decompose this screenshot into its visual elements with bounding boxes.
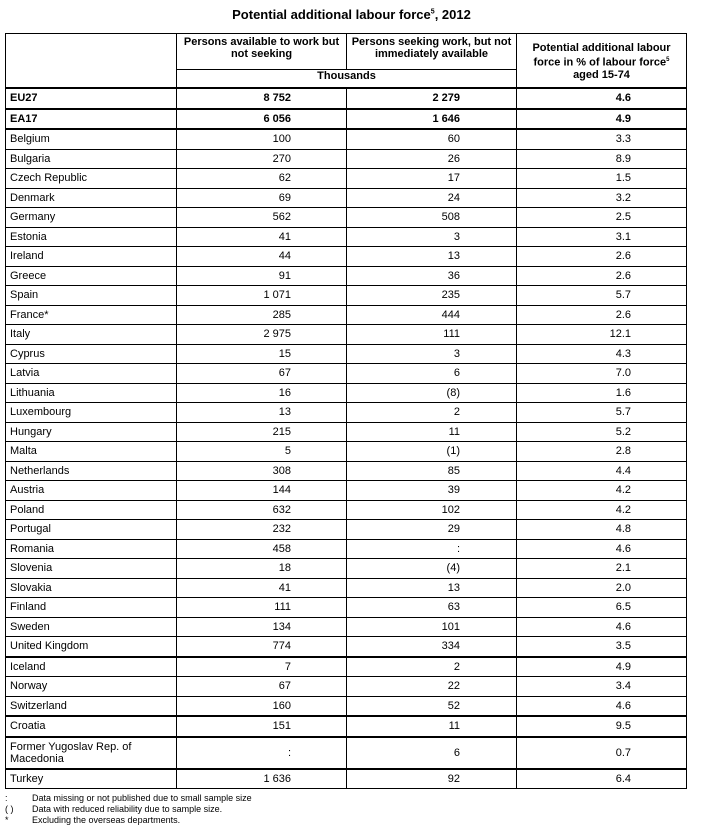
- table-title: Potential additional labour force$^5$, 2012: [232, 7, 471, 22]
- table-row: [6, 539, 687, 559]
- row-available: 5: [177, 442, 347, 462]
- row-available: 160: [177, 696, 347, 716]
- row-country: Lithuania: [6, 383, 177, 403]
- row-seeking: 2: [347, 403, 517, 423]
- row-country: Cyprus: [6, 344, 177, 364]
- row-country: EA17: [6, 109, 177, 130]
- row-seeking: 3: [347, 227, 517, 247]
- table-row: [6, 520, 687, 540]
- row-seeking: 2: [347, 657, 517, 677]
- header-available-not-seeking: Persons available to work but not seeking: [177, 34, 347, 70]
- footnote-text: Data with reduced reliability due to sample size.: [32, 804, 223, 814]
- row-country: Italy: [6, 325, 177, 345]
- row-available: 13: [177, 403, 347, 423]
- table-row: [6, 227, 687, 247]
- row-available: 7: [177, 657, 347, 677]
- row-seeking: 39: [347, 481, 517, 501]
- row-seeking: 102: [347, 500, 517, 520]
- row-available: 18: [177, 559, 347, 579]
- table-row: [6, 403, 687, 423]
- row-available: 1 636: [177, 769, 347, 789]
- row-country: EU27: [6, 88, 177, 109]
- footnote-symbol: ( ): [5, 804, 14, 814]
- table-row: [6, 247, 687, 267]
- labour-force-table: [5, 33, 687, 789]
- row-percent: 6.4: [517, 769, 687, 789]
- row-country: Romania: [6, 539, 177, 559]
- table-row: [6, 305, 687, 325]
- row-percent: 1.6: [517, 383, 687, 403]
- row-seeking: (8): [347, 383, 517, 403]
- row-country: United Kingdom: [6, 637, 177, 657]
- row-seeking: 101: [347, 617, 517, 637]
- table-row: [6, 598, 687, 618]
- table-row: [6, 657, 687, 677]
- row-country: Estonia: [6, 227, 177, 247]
- row-available: 41: [177, 578, 347, 598]
- table-row: [6, 677, 687, 697]
- row-available: 270: [177, 149, 347, 169]
- row-percent: 2.6: [517, 305, 687, 325]
- row-country: Luxembourg: [6, 403, 177, 423]
- table-row: [6, 208, 687, 228]
- row-available: 16: [177, 383, 347, 403]
- row-seeking: (4): [347, 559, 517, 579]
- row-seeking: 111: [347, 325, 517, 345]
- footnotes: [5, 793, 252, 826]
- table-row: [6, 461, 687, 481]
- row-available: 151: [177, 716, 347, 737]
- row-available: 41: [177, 227, 347, 247]
- header-seeking-not-available: Persons seeking work, but not immediately available: [347, 34, 517, 70]
- table-row: [6, 617, 687, 637]
- row-percent: 2.6: [517, 247, 687, 267]
- row-seeking: 52: [347, 696, 517, 716]
- row-seeking: 92: [347, 769, 517, 789]
- row-percent: 3.4: [517, 677, 687, 697]
- row-seeking: 3: [347, 344, 517, 364]
- table-row: [6, 559, 687, 579]
- row-seeking: 6: [347, 737, 517, 769]
- row-available: 15: [177, 344, 347, 364]
- footnote: [5, 804, 252, 815]
- table-row: [6, 769, 687, 789]
- table-row: [6, 716, 687, 737]
- row-percent: 0.7: [517, 737, 687, 769]
- row-country: Portugal: [6, 520, 177, 540]
- table-row: [6, 129, 687, 149]
- header-potential-percent: Potential additional labour force in % of labour force$^5$ aged 15-74: [517, 34, 687, 89]
- row-country: Spain: [6, 286, 177, 306]
- row-percent: 4.6: [517, 88, 687, 109]
- row-country: Slovakia: [6, 578, 177, 598]
- table-row: [6, 149, 687, 169]
- row-available: 774: [177, 637, 347, 657]
- row-country: Malta: [6, 442, 177, 462]
- table-row: [6, 737, 687, 769]
- row-available: 458: [177, 539, 347, 559]
- row-country: Poland: [6, 500, 177, 520]
- row-percent: 8.9: [517, 149, 687, 169]
- row-percent: 4.9: [517, 109, 687, 130]
- row-percent: 9.5: [517, 716, 687, 737]
- row-seeking: 444: [347, 305, 517, 325]
- row-available: 67: [177, 677, 347, 697]
- row-seeking: :: [347, 539, 517, 559]
- row-country: Sweden: [6, 617, 177, 637]
- row-available: 91: [177, 266, 347, 286]
- row-percent: 4.8: [517, 520, 687, 540]
- table-row: [6, 188, 687, 208]
- row-seeking: 11: [347, 422, 517, 442]
- row-country: Austria: [6, 481, 177, 501]
- row-country: Bulgaria: [6, 149, 177, 169]
- row-country: Belgium: [6, 129, 177, 149]
- row-percent: 5.7: [517, 403, 687, 423]
- row-available: 562: [177, 208, 347, 228]
- row-seeking: 1 646: [347, 109, 517, 130]
- row-seeking: 6: [347, 364, 517, 384]
- table-row: [6, 442, 687, 462]
- row-percent: 4.9: [517, 657, 687, 677]
- table-row: [6, 422, 687, 442]
- row-available: 134: [177, 617, 347, 637]
- table-row: [6, 286, 687, 306]
- footnote: [5, 793, 252, 804]
- row-country: Hungary: [6, 422, 177, 442]
- row-percent: 12.1: [517, 325, 687, 345]
- row-percent: 3.5: [517, 637, 687, 657]
- row-percent: 7.0: [517, 364, 687, 384]
- row-percent: 4.6: [517, 696, 687, 716]
- row-seeking: 235: [347, 286, 517, 306]
- row-country: Germany: [6, 208, 177, 228]
- row-country: Finland: [6, 598, 177, 618]
- row-available: 62: [177, 169, 347, 189]
- table-row: [6, 109, 687, 130]
- table-row: [6, 383, 687, 403]
- table-row: [6, 578, 687, 598]
- row-percent: 3.1: [517, 227, 687, 247]
- row-seeking: 85: [347, 461, 517, 481]
- row-available: 285: [177, 305, 347, 325]
- row-seeking: 63: [347, 598, 517, 618]
- row-percent: 4.2: [517, 481, 687, 501]
- row-country: Croatia: [6, 716, 177, 737]
- row-percent: 5.2: [517, 422, 687, 442]
- table-row: [6, 344, 687, 364]
- row-available: 8 752: [177, 88, 347, 109]
- row-percent: 3.2: [517, 188, 687, 208]
- row-country: Greece: [6, 266, 177, 286]
- row-percent: 4.6: [517, 539, 687, 559]
- footnote-symbol: :: [5, 793, 8, 803]
- row-country: Netherlands: [6, 461, 177, 481]
- row-available: 67: [177, 364, 347, 384]
- table-row: [6, 325, 687, 345]
- row-available: 232: [177, 520, 347, 540]
- row-available: 632: [177, 500, 347, 520]
- row-available: 215: [177, 422, 347, 442]
- row-available: 308: [177, 461, 347, 481]
- row-country: Latvia: [6, 364, 177, 384]
- header-unit: Thousands: [177, 70, 517, 89]
- row-country: France*: [6, 305, 177, 325]
- table-row: [6, 88, 687, 109]
- row-available: 100: [177, 129, 347, 149]
- row-country: Denmark: [6, 188, 177, 208]
- row-available: 2 975: [177, 325, 347, 345]
- table-row: [6, 481, 687, 501]
- row-percent: 4.3: [517, 344, 687, 364]
- row-seeking: 2 279: [347, 88, 517, 109]
- row-country: Former Yugoslav Rep. of Macedonia: [6, 737, 177, 769]
- table-row: [6, 266, 687, 286]
- row-available: 6 056: [177, 109, 347, 130]
- row-country: Czech Republic: [6, 169, 177, 189]
- row-country: Norway: [6, 677, 177, 697]
- row-seeking: 334: [347, 637, 517, 657]
- row-seeking: 11: [347, 716, 517, 737]
- row-percent: 4.4: [517, 461, 687, 481]
- table-row: [6, 696, 687, 716]
- row-available: 1 071: [177, 286, 347, 306]
- row-seeking: 13: [347, 247, 517, 267]
- row-percent: 2.0: [517, 578, 687, 598]
- row-percent: 1.5: [517, 169, 687, 189]
- row-available: 44: [177, 247, 347, 267]
- row-available: :: [177, 737, 347, 769]
- table-row: [6, 637, 687, 657]
- row-seeking: 22: [347, 677, 517, 697]
- row-seeking: 13: [347, 578, 517, 598]
- row-percent: 2.8: [517, 442, 687, 462]
- row-country: Switzerland: [6, 696, 177, 716]
- row-seeking: 508: [347, 208, 517, 228]
- row-country: Ireland: [6, 247, 177, 267]
- table-row: [6, 169, 687, 189]
- row-seeking: 60: [347, 129, 517, 149]
- table-row: [6, 500, 687, 520]
- footnote-text: Excluding the overseas departments.: [32, 815, 181, 825]
- row-available: 69: [177, 188, 347, 208]
- row-percent: 3.3: [517, 129, 687, 149]
- row-seeking: 26: [347, 149, 517, 169]
- row-available: 144: [177, 481, 347, 501]
- row-seeking: 36: [347, 266, 517, 286]
- header-country: [6, 34, 177, 89]
- table-row: [6, 364, 687, 384]
- footnote: [5, 815, 252, 826]
- row-percent: 6.5: [517, 598, 687, 618]
- row-percent: 4.6: [517, 617, 687, 637]
- row-available: 111: [177, 598, 347, 618]
- row-percent: 2.5: [517, 208, 687, 228]
- row-country: Slovenia: [6, 559, 177, 579]
- footnote-text: Data missing or not published due to small sample size: [32, 793, 252, 803]
- row-country: Iceland: [6, 657, 177, 677]
- row-country: Turkey: [6, 769, 177, 789]
- row-percent: 5.7: [517, 286, 687, 306]
- row-percent: 2.6: [517, 266, 687, 286]
- row-percent: 4.2: [517, 500, 687, 520]
- row-seeking: (1): [347, 442, 517, 462]
- footnote-symbol: *: [5, 815, 9, 825]
- row-percent: 2.1: [517, 559, 687, 579]
- row-seeking: 29: [347, 520, 517, 540]
- row-seeking: 24: [347, 188, 517, 208]
- row-seeking: 17: [347, 169, 517, 189]
